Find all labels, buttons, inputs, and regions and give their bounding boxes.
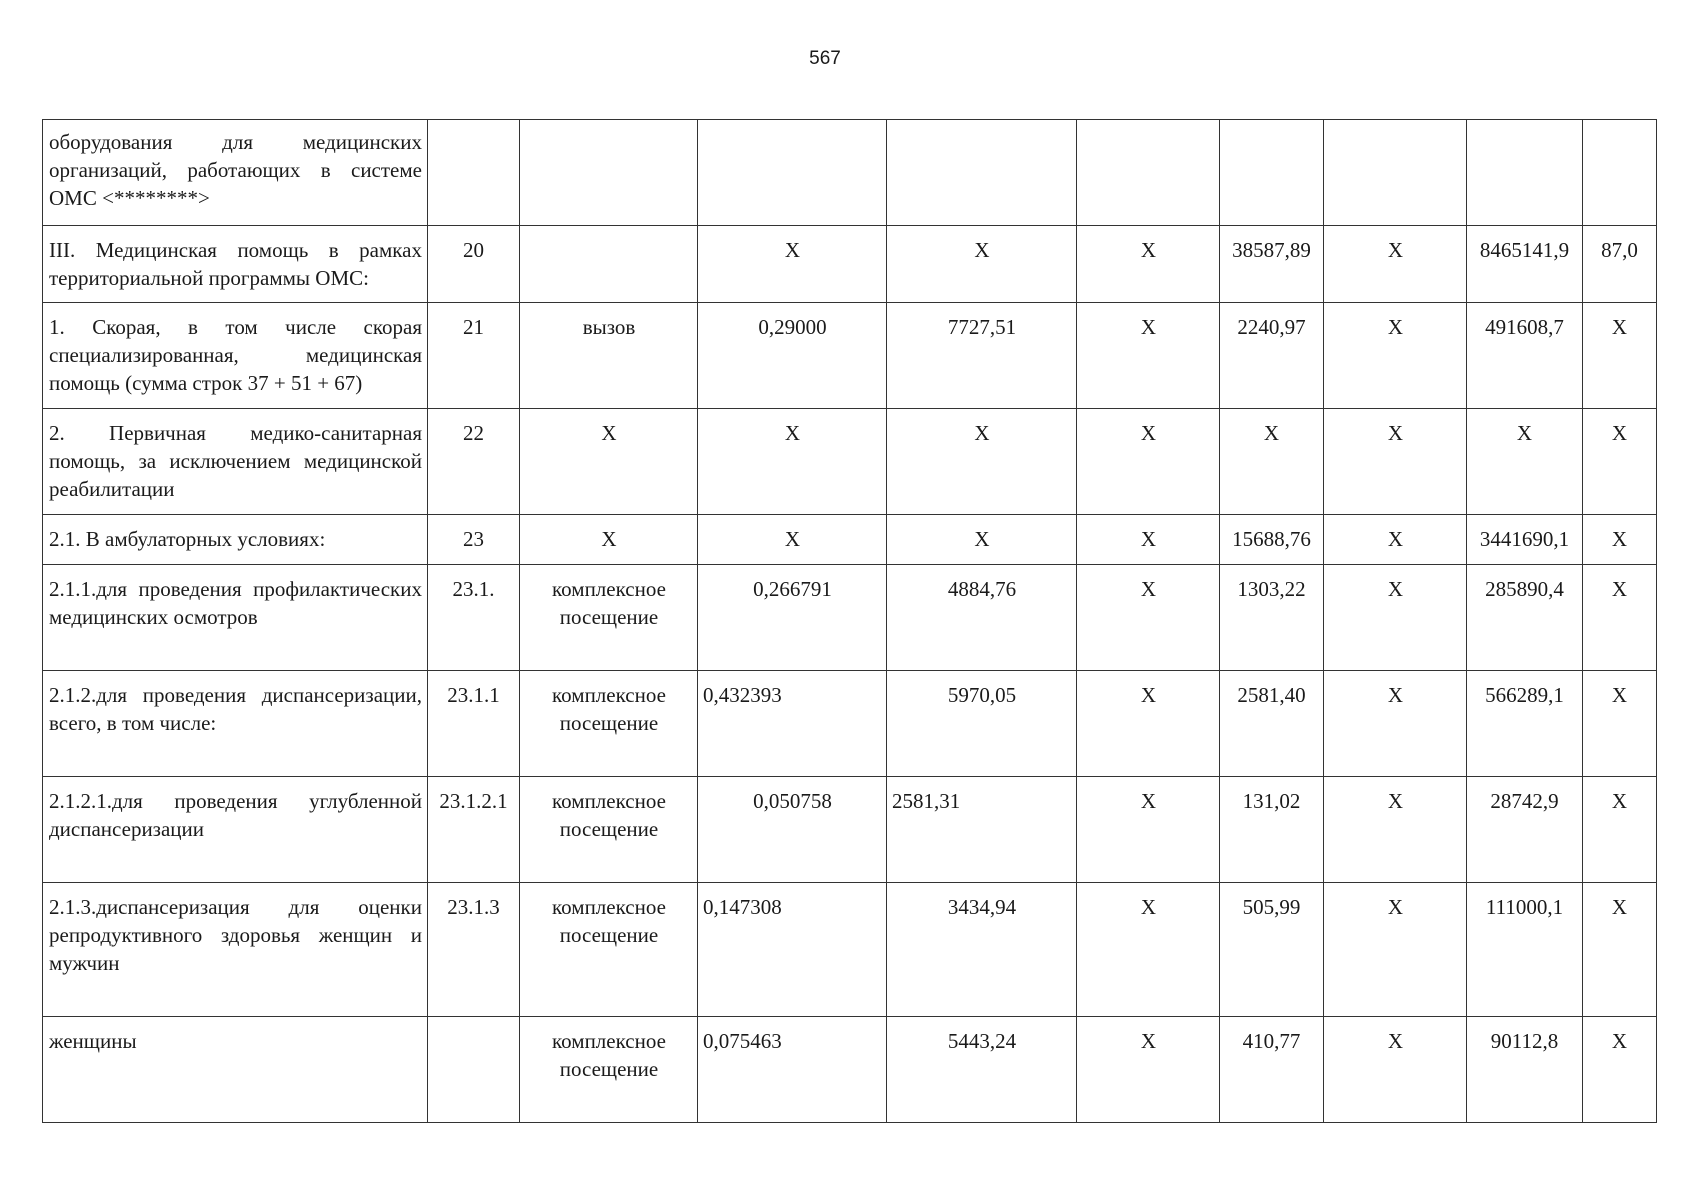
table-cell: X [698,515,887,565]
table-cell: 3434,94 [887,883,1077,1017]
table-cell: 3441690,1 [1467,515,1583,565]
table-cell: X [887,409,1077,515]
table-cell: 38587,89 [1220,226,1324,303]
table-cell [1324,120,1467,226]
table-cell: X [1324,565,1467,671]
table-cell [887,120,1077,226]
table-cell: X [887,226,1077,303]
table-cell: 5970,05 [887,671,1077,777]
table-cell: комплексное посещение [520,565,698,671]
table-cell: 21 [428,303,520,409]
table-cell: комплексное посещение [520,883,698,1017]
row-label-cell: 2. Первичная медико-санитарная помощь, за исключением медицинской реабилитации [43,409,428,515]
table-cell: 0,147308 [698,883,887,1017]
row-label-cell: 2.1. В амбулаторных условиях: [43,515,428,565]
table-cell [1467,120,1583,226]
table-cell: X [698,409,887,515]
table-cell: X [1324,1017,1467,1123]
table-cell: X [1324,883,1467,1017]
table-cell: X [1583,777,1657,883]
table-cell: 23.1.3 [428,883,520,1017]
table-cell: 491608,7 [1467,303,1583,409]
table-row [43,777,1657,883]
table-row [43,883,1657,1017]
table-cell: X [520,409,698,515]
row-label-cell: 2.1.2.для проведения диспансеризации, всего, в том числе: [43,671,428,777]
table-cell [1077,120,1220,226]
table-cell: комплексное посещение [520,671,698,777]
table-cell: 131,02 [1220,777,1324,883]
table-cell: 285890,4 [1467,565,1583,671]
row-label-cell: 2.1.2.1.для проведения углубленной диспансеризации [43,777,428,883]
table-cell: X [1324,777,1467,883]
table-cell: X [1077,515,1220,565]
table-cell: комплексное посещение [520,1017,698,1123]
table-cell: X [1324,671,1467,777]
table-cell [428,1017,520,1123]
table-cell: X [1220,409,1324,515]
table-cell: 15688,76 [1220,515,1324,565]
table-cell: 0,266791 [698,565,887,671]
table-cell: X [1583,1017,1657,1123]
table-cell: 2581,31 [887,777,1077,883]
table-cell: X [698,226,887,303]
table-cell: вызов [520,303,698,409]
table-cell: X [1583,883,1657,1017]
table-cell: 2581,40 [1220,671,1324,777]
table-cell: X [1077,1017,1220,1123]
table-cell: 410,77 [1220,1017,1324,1123]
table-cell: X [1583,303,1657,409]
table-cell: комплексное посещение [520,777,698,883]
table-cell: X [1077,409,1220,515]
table-body [43,120,1657,1123]
page-number: 567 [809,48,841,69]
table-cell: X [1583,565,1657,671]
data-table [42,119,1657,1123]
table-row [43,671,1657,777]
row-label-cell: III. Медицинская помощь в рамках территориальной программы ОМС: [43,226,428,303]
table-cell: X [1077,226,1220,303]
table-cell [428,120,520,226]
table-cell: 0,075463 [698,1017,887,1123]
table-cell: X [1324,303,1467,409]
table-cell: X [1077,777,1220,883]
table-cell [1583,120,1657,226]
table-cell: 22 [428,409,520,515]
table-cell: X [1583,671,1657,777]
table-row [43,1017,1657,1123]
row-label-cell: 1. Скорая, в том числе скорая специализированная, медицинская помощь (сумма строк 37 + 51 + 67) [43,303,428,409]
table-cell: X [1583,409,1657,515]
table-cell: 566289,1 [1467,671,1583,777]
table-cell: X [1077,565,1220,671]
row-label-cell: оборудования для медицинских организаций, работающих в системе ОМС <********> [43,120,428,226]
row-label-cell: женщины [43,1017,428,1123]
row-label-cell: 2.1.3.диспансеризация для оценки репродуктивного здоровья женщин и мужчин [43,883,428,1017]
table-cell: X [1467,409,1583,515]
table-cell: 4884,76 [887,565,1077,671]
table-cell [1220,120,1324,226]
table-row [43,303,1657,409]
table-row [43,515,1657,565]
table-cell: 28742,9 [1467,777,1583,883]
table-cell: 23.1.2.1 [428,777,520,883]
table-cell: 0,29000 [698,303,887,409]
table-cell: 87,0 [1583,226,1657,303]
table-cell: X [1324,226,1467,303]
table-cell [520,226,698,303]
table-cell: X [520,515,698,565]
table-cell: 23.1.1 [428,671,520,777]
row-label-cell: 2.1.1.для проведения профилактических медицинских осмотров [43,565,428,671]
table-cell: X [1077,303,1220,409]
table-cell: X [1077,671,1220,777]
table-cell: 505,99 [1220,883,1324,1017]
table-cell: X [1583,515,1657,565]
table-cell: 0,050758 [698,777,887,883]
table-cell: 7727,51 [887,303,1077,409]
table-cell: X [1324,515,1467,565]
table-cell [698,120,887,226]
table-cell: 111000,1 [1467,883,1583,1017]
table-row [43,226,1657,303]
table-cell: X [887,515,1077,565]
table-cell: 23 [428,515,520,565]
table-cell: 2240,97 [1220,303,1324,409]
table-cell: 5443,24 [887,1017,1077,1123]
table-cell: X [1324,409,1467,515]
table-cell: 0,432393 [698,671,887,777]
table-cell: 20 [428,226,520,303]
table-row [43,565,1657,671]
table-cell: X [1077,883,1220,1017]
table-cell: 23.1. [428,565,520,671]
table-row [43,120,1657,226]
table-cell: 8465141,9 [1467,226,1583,303]
table-cell: 1303,22 [1220,565,1324,671]
table-cell [520,120,698,226]
table-cell: 90112,8 [1467,1017,1583,1123]
table-row [43,409,1657,515]
